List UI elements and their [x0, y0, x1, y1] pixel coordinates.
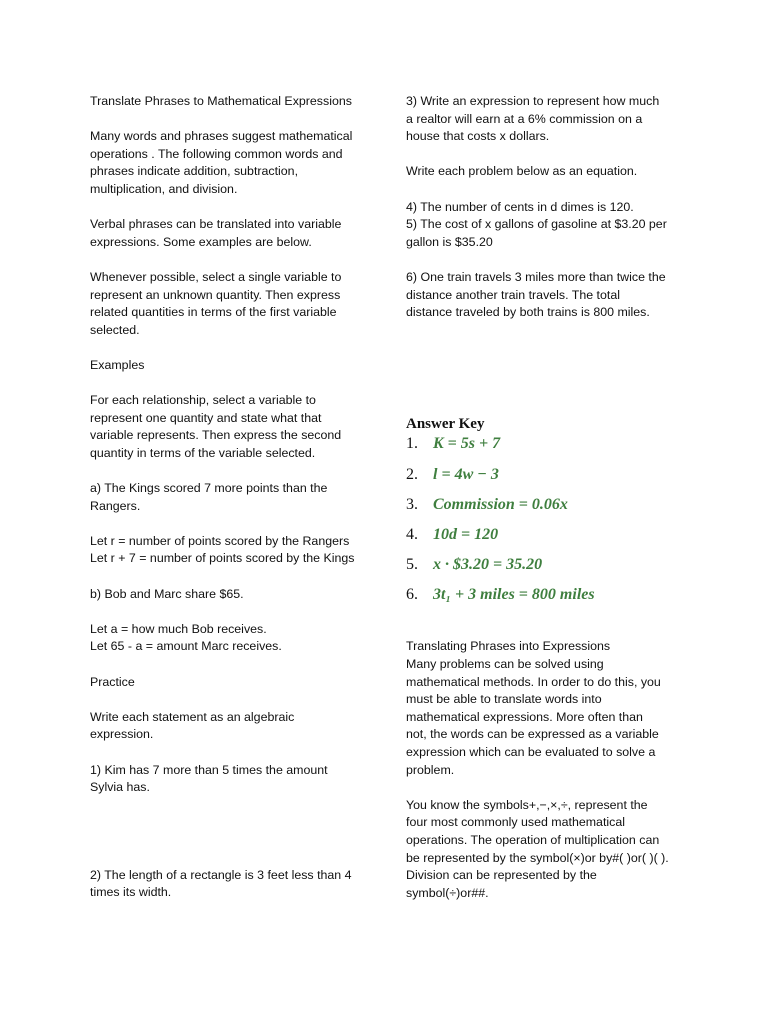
problems-4-5: 4) The number of cents in d dimes is 120. 5) The cost of x gallons of gasoline at $3.20 per gallon is $35.20 [406, 199, 667, 249]
page-title: Translate Phrases to Mathematical Expressions [90, 94, 352, 108]
answer-key [406, 416, 696, 617]
example-b-variables: Let a = how much Bob receives. Let 65 - a = amount Marc receives. [90, 621, 282, 654]
intro-paragraph: Many words and phrases suggest mathematical operations . The following common words and phrases indicate addition, subtraction, multiplication, and division. [90, 129, 353, 196]
answer-item [406, 526, 696, 556]
answer-number: 6. [406, 586, 418, 604]
answer-list [406, 435, 696, 616]
problem-2: 2) The length of a rectangle is 3 feet less than 4 times its width. [90, 867, 352, 900]
answer-key-title: Answer Key [406, 415, 485, 432]
answer-number: 4. [406, 525, 418, 543]
problem-1: 1) Kim has 7 more than 5 times the amount Sylvia has. [90, 762, 328, 795]
right-column [406, 93, 696, 902]
answer-number: 5. [406, 556, 418, 574]
practice-heading: Practice [90, 674, 135, 689]
symbols-paragraph: You know the symbols+,−,×,÷, represent the four most commonly used mathematical operations. The operation of multiplication can be represented by the symbol(×)or by#( )or( )( ). Division can be represented by the symbol(÷)or##. [406, 797, 669, 900]
answer-equation: x · $3.20 = 35.20 [433, 556, 543, 574]
whenever-paragraph: Whenever possible, select a single variable to represent an unknown quantity. Then express related quantities in terms of the first variable selected. [90, 269, 342, 337]
examples-heading: Examples [90, 357, 145, 372]
translating-body: Many problems can be solved using mathematical methods. In order to do this, you must be able to translate words into mathematical expressions. More often than not, the words can be expressed as a variable expression which can be evaluated to solve a problem. [406, 657, 661, 777]
problem-6: 6) One train travels 3 miles more than twice the distance another train travels. The total distance traveled by both trains is 800 miles. [406, 269, 666, 320]
answer-item [406, 496, 696, 526]
practice-intro: Write each statement as an algebraic expression. [90, 709, 295, 742]
answer-equation: 3t₁ + 3 miles = 800 miles [433, 586, 595, 604]
answer-item [406, 435, 696, 465]
example-b: b) Bob and Marc share $65. [90, 586, 244, 601]
answer-number: 3. [406, 495, 418, 513]
answer-item [406, 556, 696, 586]
translating-title: Translating Phrases into Expressions [406, 639, 611, 654]
answer-number: 2. [406, 465, 418, 483]
answer-number: 1. [406, 435, 418, 453]
equation-instruction: Write each problem below as an equation. [406, 164, 638, 179]
left-column [90, 93, 380, 902]
example-a-variables: Let r = number of points scored by the Rangers Let r + 7 = number of points scored by the Kings [90, 533, 355, 566]
answer-item [406, 466, 696, 496]
answer-equation: l = 4w − 3 [433, 465, 499, 483]
answer-item [406, 586, 696, 616]
example-a: a) The Kings scored 7 more points than the Rangers. [90, 481, 328, 513]
answer-equation: Commission = 0.06x [433, 495, 568, 513]
examples-intro: For each relationship, select a variable to represent one quantity and state what that variable represents. Then express the second quantity in terms of the variable selected. [90, 393, 342, 460]
problem-3: 3) Write an expression to represent how much a realtor will earn at a 6% commission on a house that costs x dollars. [406, 94, 660, 144]
verbal-paragraph: Verbal phrases can be translated into variable expressions. Some examples are below. [90, 217, 342, 249]
answer-equation: 10d = 120 [433, 525, 499, 543]
answer-equation: K = 5s + 7 [433, 435, 501, 453]
